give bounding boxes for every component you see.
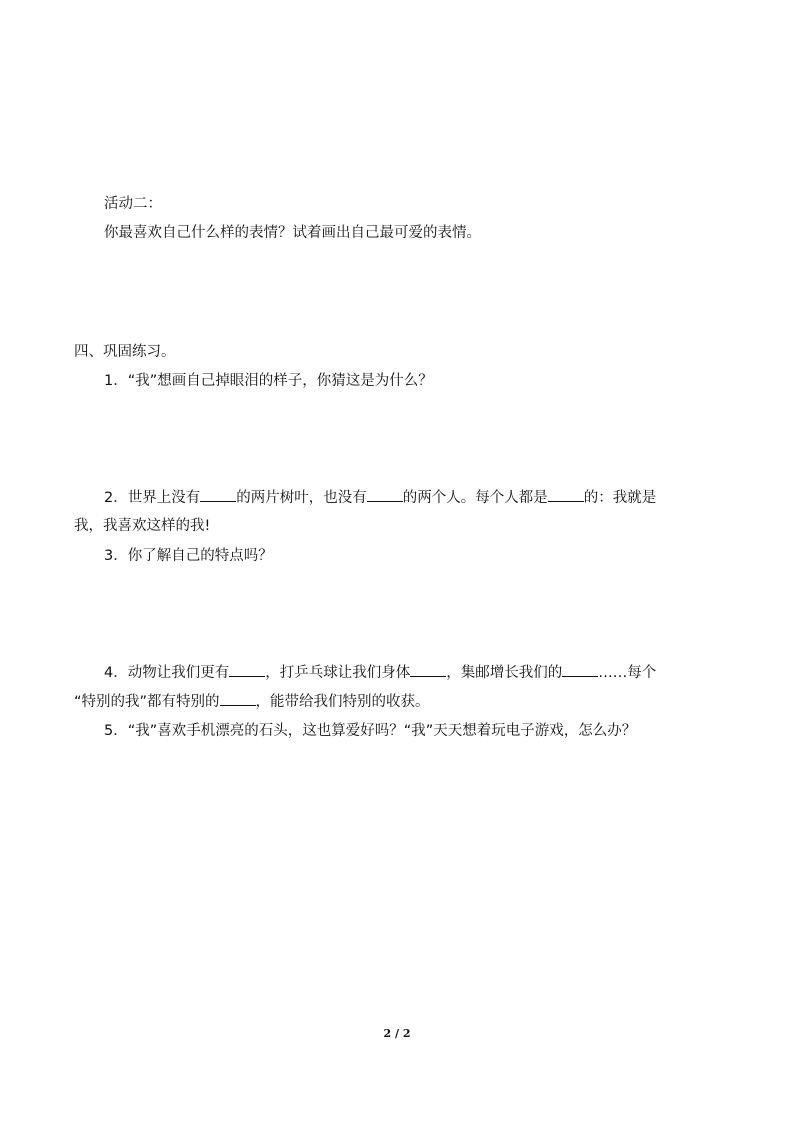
fill-blank[interactable] — [229, 662, 265, 677]
section4-heading: 四、巩固练习。 — [74, 344, 176, 360]
question-2-text: 的两片树叶，也没有 — [236, 490, 367, 506]
fill-blank[interactable] — [410, 662, 446, 677]
fill-blank[interactable] — [562, 662, 598, 677]
question-4-line-1 — [104, 662, 656, 683]
question-4-line-2 — [74, 691, 430, 712]
question-4-text: ……每个 — [598, 665, 657, 681]
question-3: 3．你了解自己的特点吗？ — [104, 548, 273, 564]
fill-blank[interactable] — [548, 487, 584, 502]
question-5: 5．“我”喜欢手机漂亮的石头，这也算爱好吗？“我”天天想着玩电子游戏，怎么办？ — [104, 723, 637, 739]
question-1: 1．“我”想画自己掉眼泪的样子，你猜这是为什么？ — [104, 373, 433, 389]
fill-blank[interactable] — [220, 691, 256, 706]
question-2-line-1 — [104, 487, 656, 508]
activity2-prompt: 你最喜欢自己什么样的表情？试着画出自己最可爱的表情。 — [104, 225, 481, 241]
fill-blank[interactable] — [200, 487, 236, 502]
question-2-text: 2．世界上没有 — [104, 490, 201, 506]
question-4-text: ，能带给我们特别的收获。 — [255, 694, 430, 710]
question-4-text: 4．动物让我们更有 — [104, 665, 230, 681]
fill-blank[interactable] — [367, 487, 403, 502]
question-4-text: ，集邮增长我们的 — [446, 665, 563, 681]
question-2-text: 的：我就是 — [583, 490, 657, 506]
page-number: 2 / 2 — [383, 1027, 411, 1040]
activity2-heading: 活动二： — [104, 196, 162, 212]
question-4-text: ，打乒乓球让我们身体 — [265, 665, 411, 681]
question-2-text: 的两个人。每个人都是 — [402, 490, 548, 506]
question-2-line-2: 我，我喜欢这样的我! — [74, 518, 211, 534]
question-4-text: “特别的我”都有特别的 — [74, 694, 220, 710]
